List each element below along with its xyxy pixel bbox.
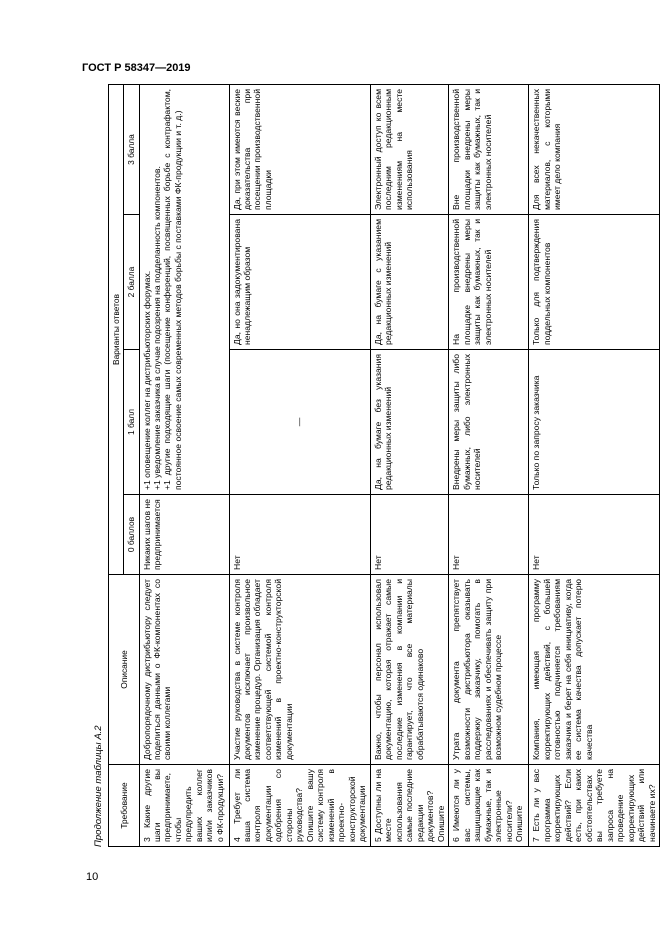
points-3-cell: Да, при этом имеются веские доказательства при посещении производственной площадки bbox=[229, 85, 370, 215]
points-0-cell: Никаких шагов не предпринимается bbox=[139, 495, 229, 575]
points-0-cell: Нет bbox=[529, 495, 660, 575]
points-1-cell: Только по запросу заказчика bbox=[529, 350, 660, 495]
description-cell: Участие руководства в системе контроля документов исключает произвольное изменение процедур. Организация обладает соответствующей системой контроля изменений в проектно-конструкторской документации bbox=[229, 575, 370, 765]
table-row bbox=[529, 85, 660, 847]
points-1-cell: — bbox=[229, 350, 370, 495]
points-0-cell: Нет bbox=[229, 495, 370, 575]
merged-points-cell: +1 оповещение коллег на дистрибьюторских форумах. +1 уведомление заказчика в случае подозрения на подделанность компонентов. +1 другие подходящие шаги (посещение конференций, посвященных борьбе с контрафактом, постоянное освоение самых современных методов борьбы с поставками ФК-продукции и т. д.) bbox=[139, 85, 229, 495]
table-row bbox=[229, 85, 370, 847]
document-header: ГОСТ Р 58347—2019 bbox=[82, 62, 191, 74]
requirement-cell: 4 Требует ли ваша система контроля документации одобрения со стороны руководства? Опишите вашу систему контроля изменений в проектно-конструкторской документации bbox=[229, 765, 370, 847]
points-1-cell: Внедрены меры защиты либо бумажных, либо электронных носителей bbox=[449, 350, 529, 495]
points-3-cell: Вне производственной площадки внедрены меры защиты как бумажных, так и электронных носителей bbox=[449, 85, 529, 215]
col-header-3-points: 3 балла bbox=[124, 85, 139, 215]
points-1-cell: Да, на бумаге без указания редакционных изменений bbox=[370, 350, 448, 495]
points-3-cell: Для всех некачественных материалов, с которыми имеет дело компания bbox=[529, 85, 660, 215]
table-row bbox=[139, 85, 229, 847]
page-number: 10 bbox=[86, 871, 99, 883]
points-0-cell: Нет bbox=[370, 495, 448, 575]
col-header-description: Описание bbox=[109, 575, 140, 765]
requirement-cell: 5 Доступны ли на месте использования самые последние редакции документов? Опишите bbox=[370, 765, 448, 847]
description-cell: Важно, чтобы персонал использовал документацию, которая отражает самые последние изменения в компании и гарантирует, что все материалы обрабатываются одинаково bbox=[370, 575, 448, 765]
requirements-table bbox=[108, 84, 660, 847]
col-header-requirement: Требование bbox=[109, 765, 140, 847]
rotated-table-block bbox=[91, 85, 657, 847]
points-0-cell: Нет bbox=[449, 495, 529, 575]
points-2-cell: На производственной площадке внедрены меры защиты как бумажных, так и электронных носителей bbox=[449, 215, 529, 350]
requirement-cell: 3 Какие другие шаги вы предпринимаете, чтобы предупредить ваших коллег или/и заказчиков о ФК-продукции? bbox=[139, 765, 229, 847]
points-2-cell: Да, на бумаге с указанием редакционных изменений bbox=[370, 215, 448, 350]
requirement-cell: 6 Имеются ли у вас системы, защищающие как бумажные, так и электронные носители? Опишите bbox=[449, 765, 529, 847]
points-3-cell: Электронный доступ ко всем последним редакционным изменениям на месте использования bbox=[370, 85, 448, 215]
description-cell: Добропорядочному дистрибьютору следует поделиться данными о ФК-компонентах со своими коллегами bbox=[139, 575, 229, 765]
description-cell: Утрата документа препятствует возможности дистрибьютора оказывать поддержку заказчику, помогать в расследованиях и обеспечивать защиту при возможном судебном процессе bbox=[449, 575, 529, 765]
col-header-2-points: 2 балла bbox=[124, 215, 139, 350]
table-caption: Продолжение таблицы А.2 bbox=[93, 725, 104, 847]
table-row bbox=[370, 85, 448, 847]
description-cell: Компания, имеющая программу корректирующих действий, с большей готовностью подчиняется требованиям заказчика и берет на себя инициативу, когда ее система качества допускает потерю качества bbox=[529, 575, 660, 765]
col-header-0-points: 0 баллов bbox=[124, 495, 139, 575]
col-header-1-point: 1 балл bbox=[124, 350, 139, 495]
table-row bbox=[449, 85, 529, 847]
col-header-variants: Варианты ответов bbox=[109, 85, 124, 575]
points-2-cell: Да, но она задокументирована ненадлежащим образом bbox=[229, 215, 370, 350]
requirement-cell: 7 Есть ли у вас программа корректирующих действий? Если есть, при каких обстоятельствах вы требуете запроса на проведение корректирующих действий или начинаете их? bbox=[529, 765, 660, 847]
header-row-1 bbox=[109, 85, 124, 847]
points-2-cell: Только для подтверждения поддельных компонентов bbox=[529, 215, 660, 350]
